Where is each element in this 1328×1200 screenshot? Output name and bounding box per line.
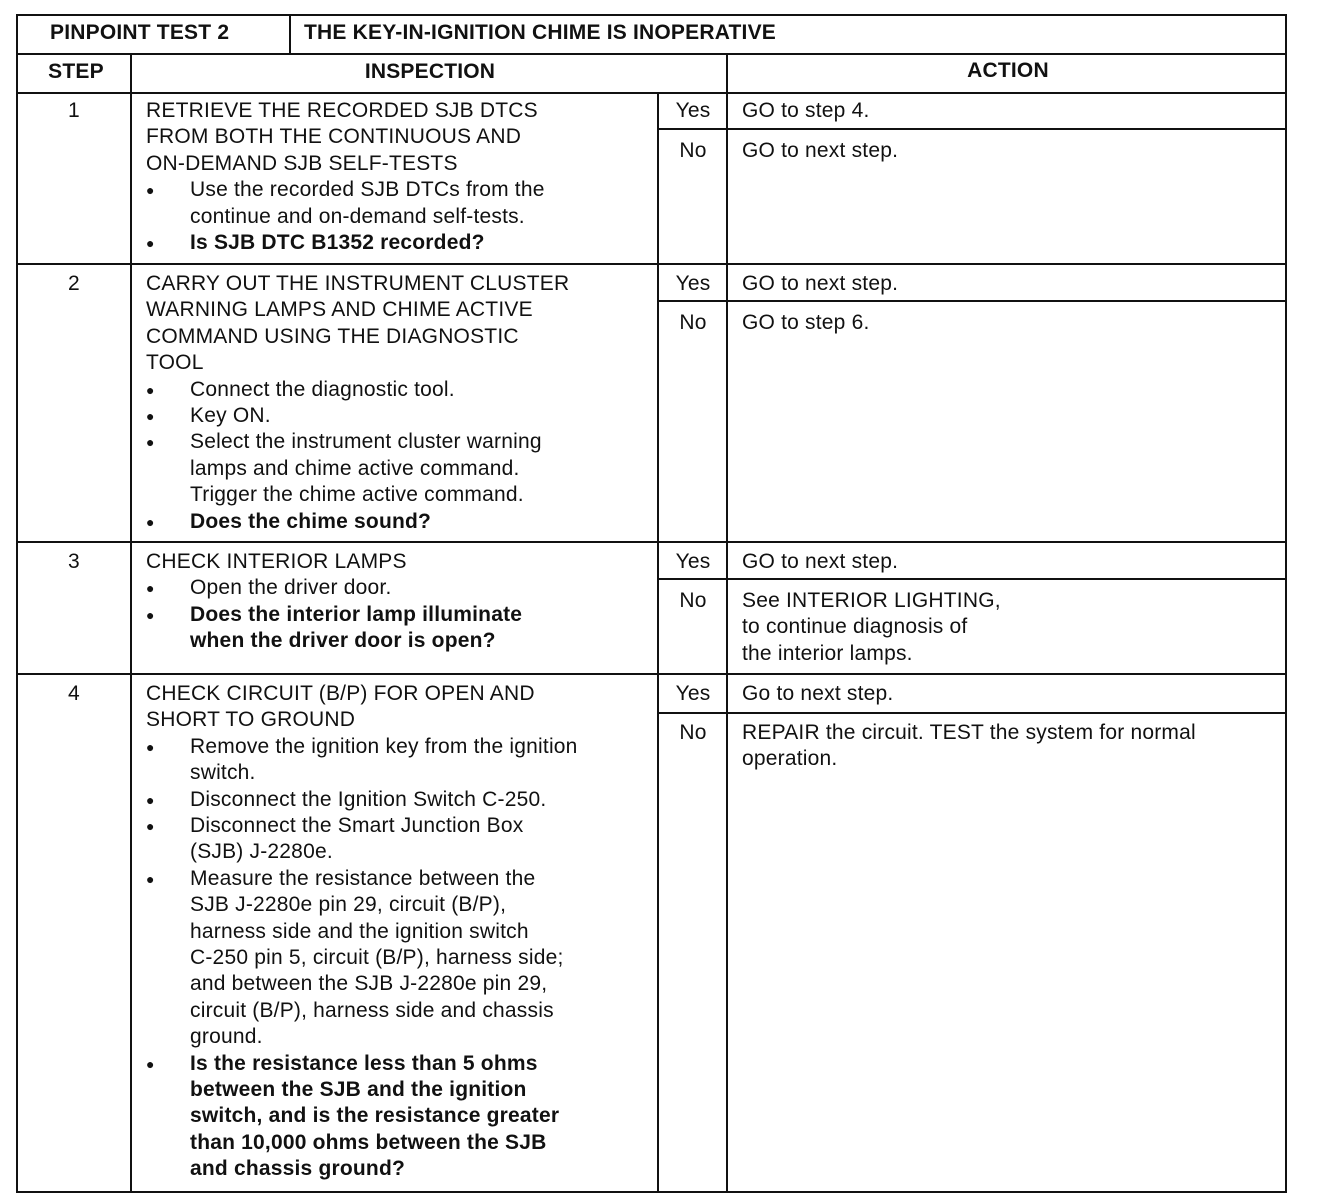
bullet-dot: ● [146, 182, 155, 199]
bullet-text: Use the recorded SJB DTCs from the [190, 178, 545, 202]
step-title-line: ON-DEMAND SJB SELF-TESTS [146, 151, 458, 175]
bullet-text: Trigger the chime active command. [190, 483, 524, 507]
no-action: GO to next step. [742, 139, 899, 162]
bullet-text: and between the SJB J-2280e pin 29, [190, 972, 548, 996]
column-header-action: ACTION [967, 59, 1049, 82]
bullet-dot: ● [146, 235, 155, 251]
bullet-text: continue and on-demand self-tests. [190, 204, 525, 228]
bullet-text: Measure the resistance between the [190, 866, 536, 890]
bullet-text: Connect the diagnostic tool. [190, 377, 455, 401]
bullet-text: Remove the ignition key from the ignition [190, 734, 578, 758]
step-number: 4 [68, 682, 80, 705]
step-title-line: CARRY OUT THE INSTRUMENT CLUSTER [146, 272, 570, 295]
bullet-dot: ● [146, 818, 155, 834]
step-title-line: SHORT TO GROUND [146, 708, 356, 732]
no-label: No [679, 139, 707, 162]
bullet-text: Disconnect the Smart Junction Box [190, 814, 524, 837]
no-action: to continue diagnosis of [742, 615, 968, 639]
bullet-text: C-250 pin 5, circuit (B/P), harness side; [190, 946, 564, 969]
test-label: PINPOINT TEST 2 [50, 21, 230, 44]
step-title-line: RETRIEVE THE RECORDED SJB DTCS [146, 99, 538, 122]
no-action: operation. [742, 747, 838, 771]
bullet-text-question: when the driver door is open? [190, 629, 496, 653]
bullet-text-question: Does the chime sound? [190, 509, 432, 533]
bullet-dot: ● [146, 738, 155, 755]
yes-action: Go to next step. [742, 682, 894, 705]
yes-label: Yes [675, 99, 711, 122]
bullet-text-question: and chassis ground? [190, 1157, 405, 1181]
bullet-text: harness side and the ignition switch [190, 919, 529, 943]
yes-label: Yes [675, 550, 711, 573]
bullet-text-question: than 10,000 ohms between the SJB [190, 1130, 547, 1154]
step-title-line: COMMAND USING THE DIAGNOSTIC [146, 324, 519, 348]
bullet-dot: ● [146, 580, 155, 597]
no-label: No [679, 311, 707, 334]
yes-action: GO to next step. [742, 272, 899, 295]
test-title: THE KEY-IN-IGNITION CHIME IS INOPERATIVE [304, 21, 776, 44]
no-label: No [679, 589, 707, 612]
yes-action: GO to step 4. [742, 99, 870, 122]
bullet-dot: ● [146, 408, 155, 424]
bullet-text: Select the instrument cluster warning [190, 430, 542, 454]
step-title-line: FROM BOTH THE CONTINUOUS AND [146, 125, 522, 149]
bullet-text-question: Is SJB DTC B1352 recorded? [190, 231, 485, 254]
step-number: 1 [68, 99, 80, 122]
column-header-step: STEP [48, 60, 104, 83]
no-label: No [679, 721, 707, 744]
bullet-dot: ● [146, 791, 155, 808]
bullet-text-question: Does the interior lamp illuminate [190, 602, 523, 626]
bullet-dot: ● [146, 381, 155, 398]
bullet-dot: ● [146, 1055, 155, 1072]
bullet-text: Disconnect the Ignition Switch C-250. [190, 787, 547, 811]
bullet-text: (SJB) J-2280e. [190, 840, 333, 864]
step-title-line: TOOL [146, 351, 204, 375]
bullet-text: circuit (B/P), harness side and chassis [190, 998, 554, 1022]
bullet-dot: ● [146, 513, 155, 530]
bullet-text: switch. [190, 761, 256, 785]
step-title-line: CHECK INTERIOR LAMPS [146, 550, 407, 573]
bullet-text: lamps and chime active command. [190, 456, 520, 480]
bullet-text: ground. [190, 1025, 263, 1049]
bullet-dot: ● [146, 434, 155, 451]
bullet-dot: ● [146, 870, 155, 887]
yes-label: Yes [675, 682, 711, 705]
bullet-text-question: Is the resistance less than 5 ohms [190, 1051, 538, 1075]
bullet-text: Key ON. [190, 404, 271, 427]
bullet-text: SJB J-2280e pin 29, circuit (B/P), [190, 893, 507, 917]
no-action: GO to step 6. [742, 311, 870, 334]
bullet-text: Open the driver door. [190, 576, 392, 600]
bullet-text-question: between the SJB and the ignition [190, 1078, 527, 1101]
yes-action: GO to next step. [742, 550, 899, 573]
bullet-dot: ● [146, 606, 155, 623]
step-title-line: WARNING LAMPS AND CHIME ACTIVE [146, 298, 533, 322]
step-number: 3 [68, 550, 80, 573]
step-title-line: CHECK CIRCUIT (B/P) FOR OPEN AND [146, 682, 535, 705]
step-number: 2 [68, 272, 80, 295]
yes-label: Yes [675, 272, 711, 295]
no-action: See INTERIOR LIGHTING, [742, 589, 1001, 612]
no-action: the interior lamps. [742, 641, 913, 665]
no-action: REPAIR the circuit. TEST the system for normal [742, 721, 1196, 744]
column-header-inspection: INSPECTION [364, 60, 496, 83]
bullet-text-question: switch, and is the resistance greater [190, 1104, 560, 1128]
